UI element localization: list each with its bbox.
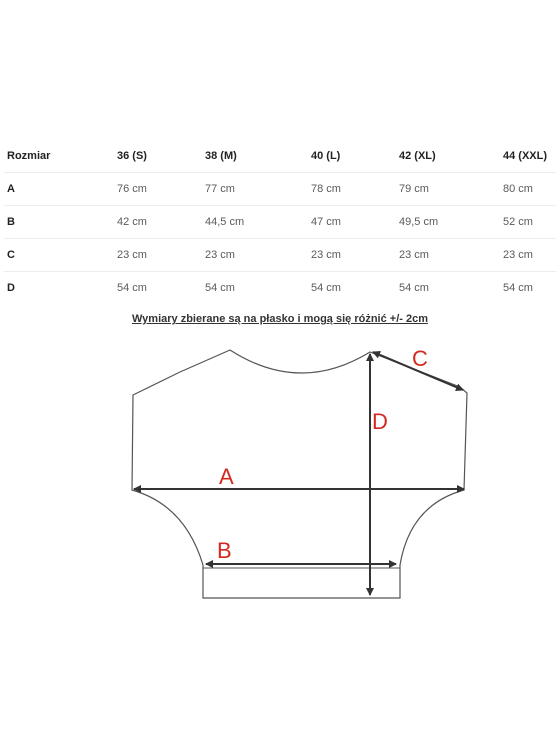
table-cell: 54 cm xyxy=(117,282,147,294)
header-size: Rozmiar xyxy=(4,140,114,173)
header-40-l: 40 (L) xyxy=(308,140,396,173)
table-cell: 77 cm xyxy=(202,173,308,206)
table-cell: 47 cm xyxy=(308,206,396,239)
table-cell: 42 cm xyxy=(114,206,202,239)
table-cell: 44,5 cm xyxy=(202,206,308,239)
label-a: A xyxy=(219,464,234,489)
header-36-s: 36 (S) xyxy=(114,140,202,173)
row-label: B xyxy=(4,206,114,239)
measurement-note: Wymiary zbierane są na płasko i mogą się różnić +/- 2cm xyxy=(131,313,428,325)
table-cell: 23 cm xyxy=(114,239,202,272)
row-label: D xyxy=(7,282,15,294)
table-cell: 54 cm xyxy=(205,282,235,294)
row-label: A xyxy=(4,173,114,206)
header-42-xl: 42 (XL) xyxy=(396,140,500,173)
table-cell: 76 cm xyxy=(114,173,202,206)
table-cell: 49,5 cm xyxy=(396,206,500,239)
table-cell: 52 cm xyxy=(500,206,556,239)
garment-outline xyxy=(132,350,467,598)
table-cell: 23 cm xyxy=(396,239,500,272)
table-cell: 54 cm xyxy=(503,282,533,294)
table-cell: 80 cm xyxy=(500,173,556,206)
row-label: C xyxy=(4,239,114,272)
table-cell: 79 cm xyxy=(396,173,500,206)
label-d: D xyxy=(372,409,388,434)
table-cell: 23 cm xyxy=(202,239,308,272)
table-cell: 54 cm xyxy=(311,282,341,294)
label-c: C xyxy=(412,346,428,371)
table-cell: 78 cm xyxy=(308,173,396,206)
label-b: B xyxy=(217,538,232,563)
header-38-m: 38 (M) xyxy=(202,140,308,173)
header-44-xxl: 44 (XXL) xyxy=(500,140,556,173)
table-cell: 23 cm xyxy=(308,239,396,272)
table-cell: 54 cm xyxy=(399,282,429,294)
table-cell: 23 cm xyxy=(500,239,556,272)
